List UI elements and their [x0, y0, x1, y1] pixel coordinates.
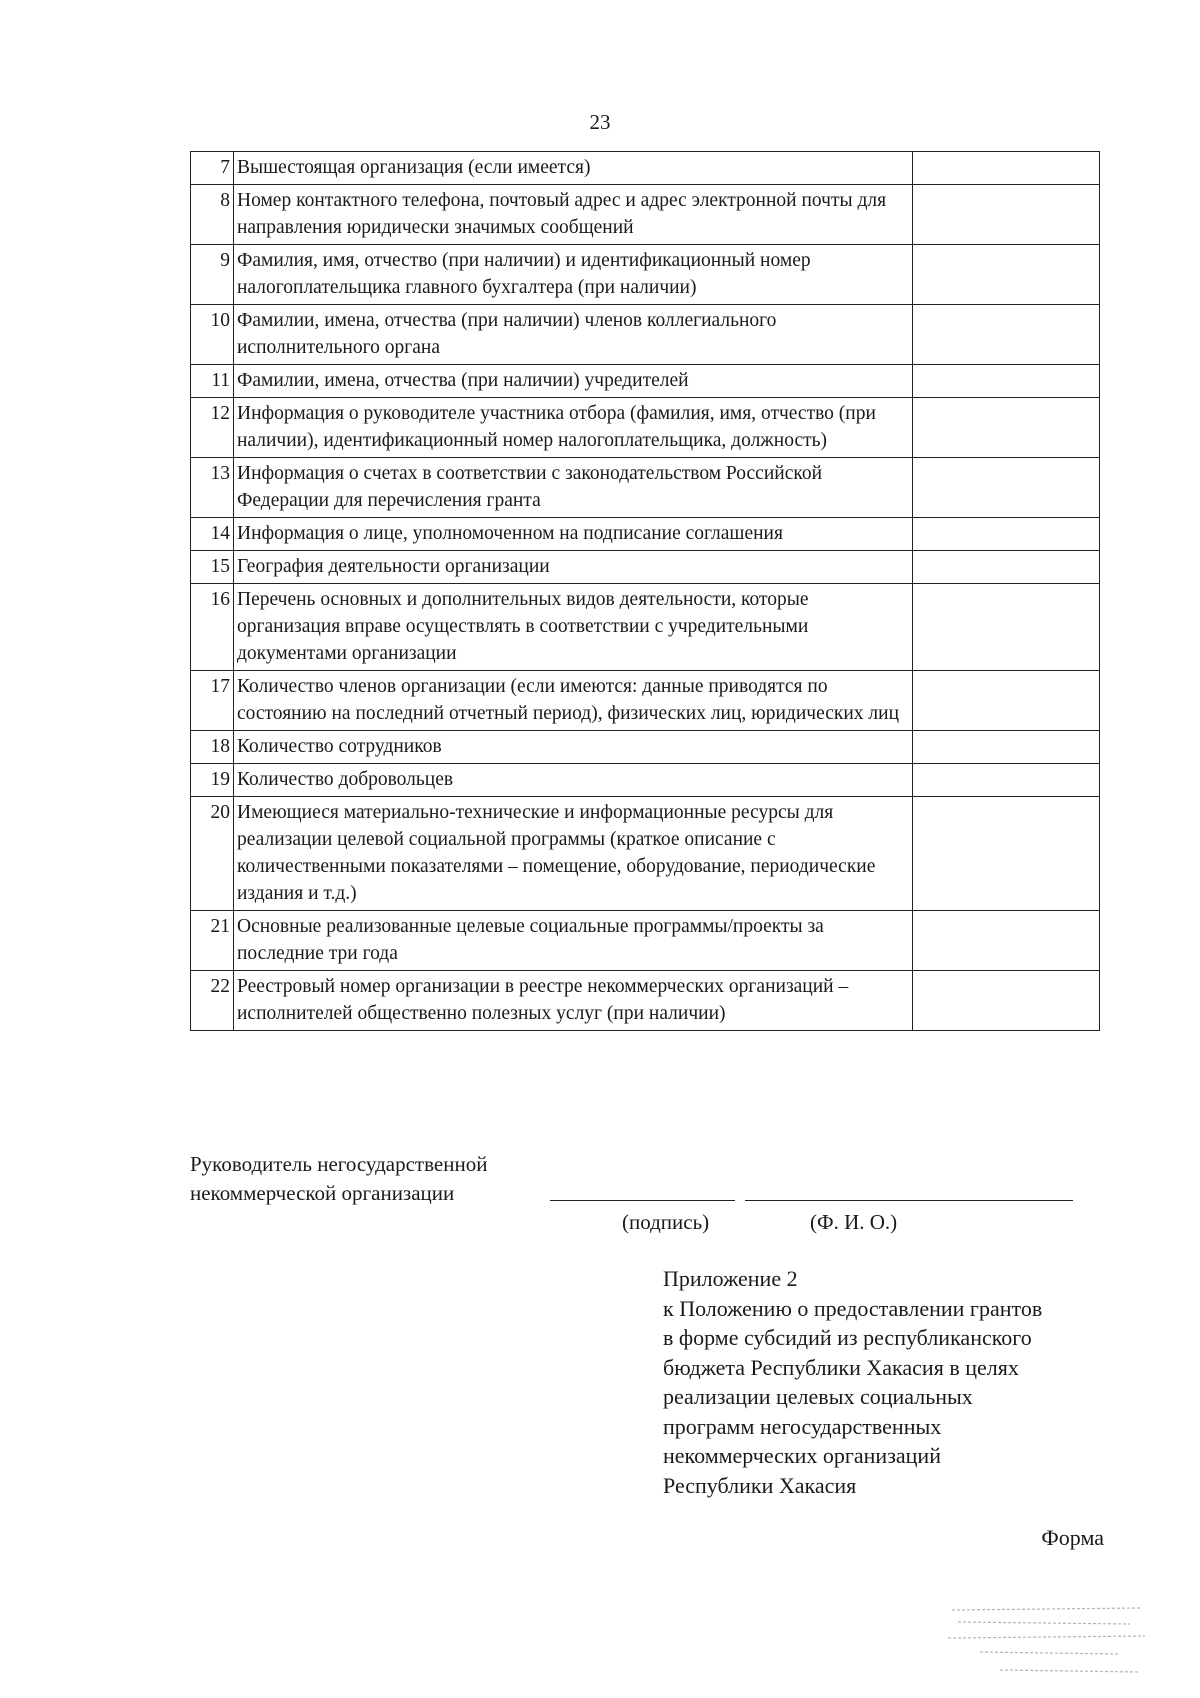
faint-stamp-marks [940, 1600, 1150, 1690]
table-row [191, 185, 1100, 245]
row-description: Фамилия, имя, отчество (при наличии) и идентификационный номер налогоплательщика главного бухгалтера (при наличии) [234, 245, 913, 305]
appendix-line: к Положению о предоставлении грантов [663, 1295, 1043, 1321]
table-row [191, 584, 1100, 671]
table-row [191, 365, 1100, 398]
table-row [191, 911, 1100, 971]
table-row [191, 731, 1100, 764]
row-description: Количество добровольцев [234, 764, 913, 797]
appendix-title: Приложение 2 [663, 1266, 798, 1291]
row-description: Номер контактного телефона, почтовый адрес и адрес электронной почты для направления юридически значимых сообщений [234, 185, 913, 245]
form-label: Форма [1041, 1525, 1104, 1550]
row-value-cell[interactable] [913, 458, 1100, 518]
row-value-cell[interactable] [913, 152, 1100, 185]
table-row [191, 152, 1100, 185]
row-value-cell[interactable] [913, 764, 1100, 797]
row-value-cell[interactable] [913, 245, 1100, 305]
table-row [191, 971, 1100, 1031]
table-row [191, 305, 1100, 365]
row-value-cell[interactable] [913, 911, 1100, 971]
row-description: Информация о счетах в соответствии с законодательством Российской Федерации для перечисления гранта [234, 458, 913, 518]
row-number: 14 [191, 518, 234, 551]
row-value-cell[interactable] [913, 971, 1100, 1031]
row-description: Основные реализованные целевые социальные программы/проекты за последние три года [234, 911, 913, 971]
signature-block [190, 1150, 1110, 1250]
row-value-cell[interactable] [913, 185, 1100, 245]
row-number: 8 [191, 185, 234, 245]
organization-info-table [190, 151, 1100, 1031]
row-number: 22 [191, 971, 234, 1031]
row-description: Информация о руководителе участника отбора (фамилия, имя, отчество (при наличии), идентификационный номер налогоплательщика, должность) [234, 398, 913, 458]
row-description: Реестровый номер организации в реестре некоммерческих организаций – исполнителей общественно полезных услуг (при наличии) [234, 971, 913, 1031]
row-number: 9 [191, 245, 234, 305]
row-description: Количество членов организации (если имеются: данные приводятся по состоянию на последний отчетный период), физических лиц, юридических лиц [234, 671, 913, 731]
row-value-cell[interactable] [913, 365, 1100, 398]
row-number: 11 [191, 365, 234, 398]
signature-blank-line[interactable] [550, 1200, 735, 1201]
row-description: Количество сотрудников [234, 731, 913, 764]
row-description: Имеющиеся материально-технические и информационные ресурсы для реализации целевой социальной программы (краткое описание с количественными показателями – помещение, оборудование, периодические издания и т.д.) [234, 797, 913, 911]
row-number: 16 [191, 584, 234, 671]
signature-title-line-1: Руководитель негосударственной [190, 1152, 488, 1176]
row-value-cell[interactable] [913, 518, 1100, 551]
row-value-cell[interactable] [913, 398, 1100, 458]
row-value-cell[interactable] [913, 305, 1100, 365]
appendix-line: Республики Хакасия [663, 1472, 857, 1498]
full-name-caption: (Ф. И. О.) [810, 1210, 898, 1234]
table-row [191, 671, 1100, 731]
appendix-line: программ негосударственных [663, 1413, 942, 1439]
appendix-line: некоммерческих организаций [663, 1443, 941, 1468]
appendix-line: бюджета Республики Хакасия в целях [663, 1354, 1019, 1380]
row-value-cell[interactable] [913, 731, 1100, 764]
table-row [191, 245, 1100, 305]
row-value-cell[interactable] [913, 551, 1100, 584]
table-row [191, 551, 1100, 584]
row-number: 17 [191, 671, 234, 731]
row-description: Вышестоящая организация (если имеется) [234, 152, 913, 185]
row-number: 10 [191, 305, 234, 365]
table-row [191, 797, 1100, 911]
table-row [191, 398, 1100, 458]
appendix-heading [663, 1264, 1133, 1500]
row-description: Фамилии, имена, отчества (при наличии) членов коллегиального исполнительного органа [234, 305, 913, 365]
row-value-cell[interactable] [913, 797, 1100, 911]
row-value-cell[interactable] [913, 584, 1100, 671]
row-number: 12 [191, 398, 234, 458]
row-number: 13 [191, 458, 234, 518]
row-number: 15 [191, 551, 234, 584]
row-description: География деятельности организации [234, 551, 913, 584]
row-number: 18 [191, 731, 234, 764]
appendix-line: в форме субсидий из республиканского [663, 1325, 1032, 1350]
row-description: Информация о лице, уполномоченном на подписание соглашения [234, 518, 913, 551]
row-number: 20 [191, 797, 234, 911]
full-name-blank-line[interactable] [745, 1200, 1073, 1201]
signature-title-line-2: некоммерческой организации [190, 1181, 455, 1205]
row-number: 21 [191, 911, 234, 971]
row-number: 7 [191, 152, 234, 185]
row-description: Перечень основных и дополнительных видов деятельности, которые организация вправе осуществлять в соответствии с учредительными документами организации [234, 584, 913, 671]
table-row [191, 458, 1100, 518]
row-number: 19 [191, 764, 234, 797]
table-row [191, 764, 1100, 797]
row-description: Фамилии, имена, отчества (при наличии) учредителей [234, 365, 913, 398]
table-row [191, 518, 1100, 551]
row-value-cell[interactable] [913, 671, 1100, 731]
appendix-line: реализации целевых социальных [663, 1384, 973, 1409]
signature-caption: (подпись) [622, 1210, 710, 1234]
page-number: 23 [589, 110, 611, 134]
